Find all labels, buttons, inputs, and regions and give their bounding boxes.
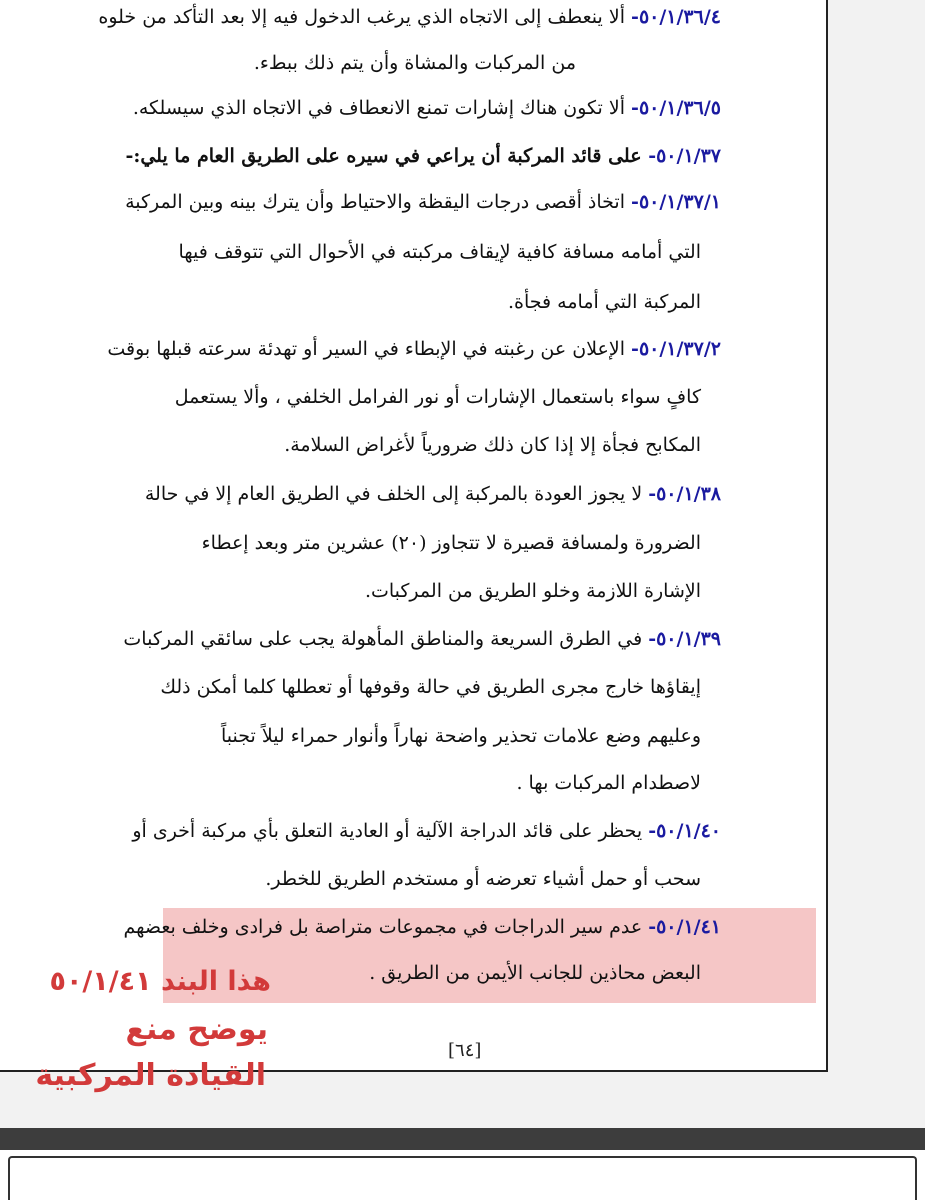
text-line: ٥٠/١/٤١- عدم سير الدراجات في مجموعات متراصة بل فرادى وخلف بعضهم [123, 916, 721, 938]
annotation-line-1: هذا البند ٥٠/١/٤١ [49, 966, 271, 997]
text-line: البعض محاذين للجانب الأيمن من الطريق . [369, 962, 701, 984]
text-line: لاصطدام المركبات بها . [516, 772, 701, 794]
text-line: الإشارة اللازمة وخلو الطريق من المركبات. [364, 580, 701, 602]
text-line: كافٍ سواء باستعمال الإشارات أو نور الفرامل الخلفي ، وألا يستعمل [174, 386, 701, 408]
text-line: سحب أو حمل أشياء تعرضه أو مستخدم الطريق للخطر. [265, 868, 701, 890]
annotation-line-2: يوضح منع [125, 1012, 268, 1047]
text-line: ٥٠/١/٣٨- لا يجوز العودة بالمركبة إلى الخلف في الطريق العام إلا في حالة [144, 483, 721, 505]
page-number: [٦٤] [448, 1040, 482, 1061]
text-line: من المركبات والمشاة وأن يتم ذلك ببطء. [253, 52, 576, 74]
text-line: ٥٠/١/٣٩- في الطرق السريعة والمناطق المأهولة يجب على سائقي المركبات [123, 628, 721, 650]
text-line: إيقاؤها خارج مجرى الطريق في حالة وقوفها أو تعطلها كلما أمكن ذلك [160, 676, 701, 698]
text-line: ٥٠/١/٣٧/١- اتخاذ أقصى درجات اليقظة والاحتياط وأن يترك بينه وبين المركبة [125, 191, 721, 213]
text-line: التي أمامه مسافة كافية لإيقاف مركبته في الأحوال التي تتوقف فيها [178, 241, 701, 263]
next-page-frame [8, 1156, 917, 1200]
text-line: المركبة التي أمامه فجأة. [508, 291, 701, 313]
text-line: ٥٠/١/٣٦/٤- ألا ينعطف إلى الاتجاه الذي يرغب الدخول فيه إلا بعد التأكد من خلوه [98, 6, 721, 28]
annotation-line-3: القيادة المركبية [35, 1058, 266, 1093]
text-line: وعليهم وضع علامات تحذير واضحة نهاراً وأنوار حمراء ليلاً تجنباً [221, 725, 701, 747]
next-page-area [0, 1150, 925, 1200]
viewer-divider-bar [0, 1128, 925, 1150]
text-line: ٥٠/١/٤٠- يحظر على قائد الدراجة الآلية أو العادية التعلق بأي مركبة أخرى أو [132, 820, 721, 842]
text-line: ٥٠/١/٣٧- على قائد المركبة أن يراعي في سيره على الطريق العام ما يلي:- [125, 145, 721, 167]
text-line: ٥٠/١/٣٧/٢- الإعلان عن رغبته في الإبطاء في السير أو تهدئة سرعته قبلها بوقت [107, 338, 721, 360]
text-line: ٥٠/١/٣٦/٥- ألا تكون هناك إشارات تمنع الانعطاف في الاتجاه الذي سيسلكه. [132, 97, 721, 119]
text-line: المكابح فجأة إلا إذا كان ذلك ضرورياً لأغراض السلامة. [284, 434, 701, 456]
text-line: الضرورة ولمسافة قصيرة لا تتجاوز (٢٠) عشرين متر وبعد إعطاء [201, 532, 701, 554]
